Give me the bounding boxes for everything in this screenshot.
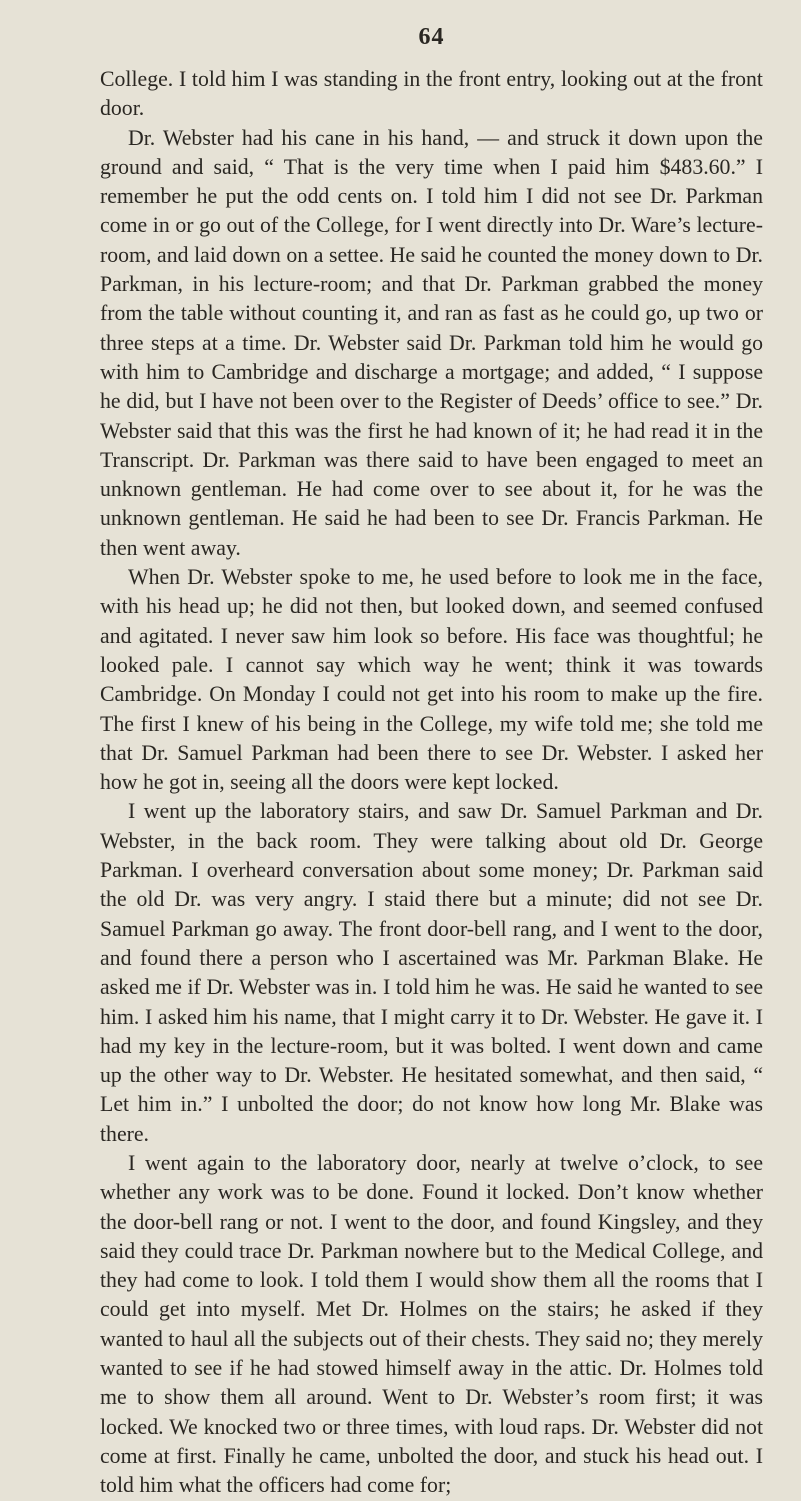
page-number: 64	[418, 24, 445, 50]
paragraph: Dr. Webster had his cane in his hand, — and struck it down upon the ground and said, “ That is the very time when I paid him $483.60.” I remember he put the odd cents on. I told him I did not see Dr. Parkman come in or go out of the College, for I went directly into Dr. Ware’s lecture-room, and laid down on a settee. He said he counted the money down to Dr. Parkman, in his lecture-room; and that Dr. Parkman grabbed the money from the table without counting it, and ran as fast as he could go, up two or three steps at a time. Dr. Webster said Dr. Parkman told him he would go with him to Cambridge and discharge a mortgage; and added, “ I suppose he did, but I have not been over to the Register of Deeds’ office to see.” Dr. Webster said that this was the first he had known of it; he had read it in the Transcript. Dr. Parkman was there said to have been engaged to meet an unknown gentleman. He had come over to see about it, for he was the unknown gentleman. He said he had been to see Dr. Francis Parkman. He then went away.	[100, 125, 763, 560]
paragraph: I went again to the laboratory door, nearly at twelve o’clock, to see whether any work was to be done. Found it locked. Don’t know whether the door-bell rang or not. I went to the door, and found Kingsley, and they said they could trace Dr. Parkman nowhere but to the Medical College, and they had come to look. I told them I would show them all the rooms that I could get into myself. Met Dr. Holmes on the stairs; he asked if they wanted to haul all the subjects out of their chests. They said no; they merely wanted to see if he had stowed himself away in the attic. Dr. Holmes told me to show them all around. Went to Dr. Webster’s room first; it was locked. We knocked two or three times, with loud raps. Dr. Webster did not come at first. Finally he came, unbolted the door, and stuck his head out. I told him what the officers had come for;	[100, 1150, 763, 1498]
paragraph: College. I told him I was standing in the front entry, looking out at the front door.	[100, 67, 763, 121]
body-text	[100, 65, 763, 1501]
paragraph: When Dr. Webster spoke to me, he used before to look me in the face, with his head up; he did not then, but looked down, and seemed confused and agitated. I never saw him look so before. His face was thoughtful; he looked pale. I cannot say which way he went; think it was towards Cambridge. On Monday I could not get into his room to make up the fire. The first I knew of his being in the College, my wife told me; she told me that Dr. Samuel Parkman had been there to see Dr. Webster. I asked her how he got in, seeing all the doors were kept locked.	[100, 565, 763, 795]
paragraph: I went up the laboratory stairs, and saw Dr. Samuel Parkman and Dr. Webster, in the back room. They were talking about old Dr. George Parkman. I overheard conversation about some money; Dr. Parkman said the old Dr. was very angry. I staid there but a minute; did not see Dr. Samuel Parkman go away. The front door-bell rang, and I went to the door, and found there a person who I ascertained was Mr. Parkman Blake. He asked me if Dr. Webster was in. I told him he was. He said he wanted to see him. I asked him his name, that I might carry it to Dr. Webster. He gave it. I had my key in the lecture-room, but it was bolted. I went down and came up the other way to Dr. Webster. He hesitated somewhat, and then said, “ Let him in.” I unbolted the door; do not know how long Mr. Blake was there.	[100, 799, 763, 1146]
